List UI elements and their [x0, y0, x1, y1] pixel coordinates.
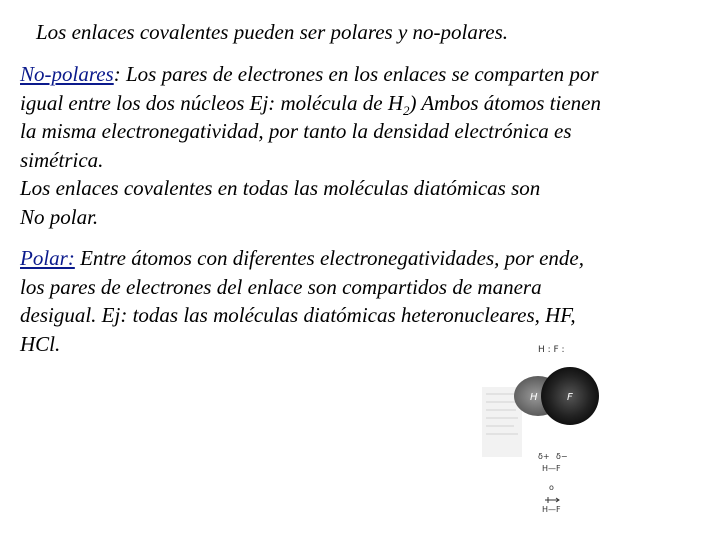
hf-polar-bond-figure [472, 332, 612, 537]
polar-line-3: desigual. Ej: todas las moléculas diatómicas heteronucleares, HF, [20, 303, 576, 327]
nonpolar-line-1-rest: : Los pares de electrones en los enlaces se comparten por [113, 62, 599, 86]
lewis-structure-label: H : F : [538, 345, 565, 355]
nonpolar-line-2-post: ) Ambos átomos tienen [409, 90, 601, 115]
hf-bond-label: H—F [542, 464, 561, 473]
slide-title: Los enlaces covalentes pueden ser polares y no-polares. [36, 20, 509, 44]
or-label: o [549, 483, 554, 492]
nonpolar-line-6: No polar. [20, 204, 99, 229]
nonpolar-line-1 [20, 60, 715, 89]
delta-minus-label: δ− [556, 452, 568, 461]
nonpolar-line-2 [20, 89, 715, 118]
nonpolar-term: No-polares [20, 62, 114, 86]
nonpolar-line-2-pre: igual entre los dos núcleos Ej: molécula de H [20, 90, 403, 115]
polar-line-2: los pares de electrones del enlace son compartidos de manera [20, 274, 542, 299]
delta-plus-label: δ+ [538, 452, 550, 461]
nonpolar-line-4: simétrica. [20, 147, 104, 172]
hf-figure-svg [472, 332, 612, 537]
polar-term: Polar: [20, 246, 75, 270]
hf-arrow-bond-label: H—F [542, 505, 561, 514]
nonpolar-line-5: Los enlaces covalentes en todas las moléculas diatómicas son [20, 176, 541, 200]
h2-subscript: 2 [402, 102, 410, 118]
polar-line-1-rest: Entre átomos con diferentes electronegatividades, por ende, [74, 246, 584, 270]
polar-line-4: HCl. [20, 331, 61, 356]
nonpolar-paragraph [20, 60, 715, 231]
hydrogen-atom-label: H [530, 392, 538, 403]
fluorine-atom-label: F [567, 392, 573, 403]
nonpolar-line-3: la misma electronegatividad, por tanto la densidad electrónica es [20, 119, 572, 143]
polar-line-1 [20, 244, 715, 273]
